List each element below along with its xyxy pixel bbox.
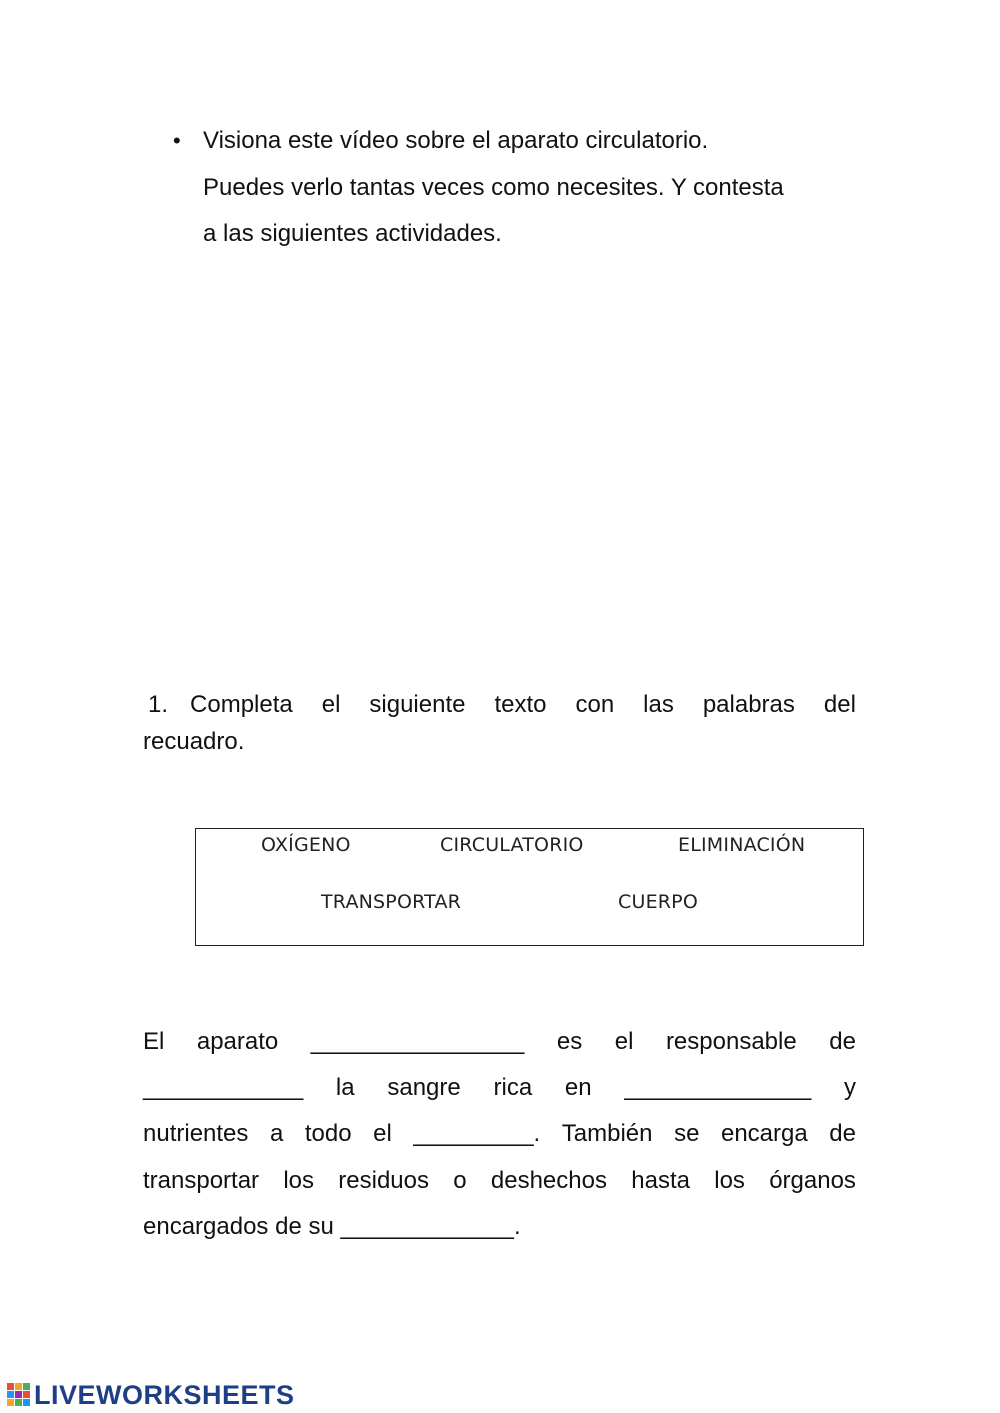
fill-in-paragraph bbox=[143, 1019, 856, 1250]
paragraph-word: se bbox=[674, 1120, 700, 1148]
paragraph-word: la bbox=[335, 1074, 355, 1102]
paragraph-word: También bbox=[561, 1120, 653, 1148]
paragraph-word: todo bbox=[304, 1120, 352, 1148]
question-word: siguiente bbox=[369, 691, 466, 718]
question-word: el bbox=[321, 691, 341, 718]
word-box bbox=[195, 828, 864, 946]
paragraph-word: rica bbox=[493, 1074, 533, 1102]
question-1-line-1 bbox=[143, 686, 856, 723]
paragraph-line-2 bbox=[143, 1065, 856, 1111]
word-box-item: TRANSPORTAR bbox=[321, 891, 462, 913]
paragraph-line-4 bbox=[143, 1158, 856, 1204]
blank-field[interactable]: ________________ bbox=[310, 1028, 525, 1055]
paragraph-word: sangre bbox=[387, 1074, 461, 1102]
paragraph-word: a bbox=[269, 1120, 284, 1148]
paragraph-word: responsable bbox=[665, 1028, 797, 1055]
question-word: texto bbox=[494, 691, 547, 718]
paragraph-word: o bbox=[453, 1166, 467, 1194]
paragraph-word: de bbox=[829, 1028, 856, 1055]
paragraph-word: los bbox=[283, 1166, 315, 1194]
paragraph-word: los bbox=[714, 1166, 745, 1194]
footer-brand bbox=[6, 1379, 295, 1411]
word-box-item: ELIMINACIÓN bbox=[678, 834, 806, 856]
paragraph-line-1 bbox=[143, 1019, 856, 1065]
liveworksheets-logo-icon bbox=[6, 1382, 32, 1408]
paragraph-word: deshechos bbox=[490, 1166, 607, 1194]
blank-field[interactable]: _________. bbox=[413, 1120, 541, 1148]
question-word: palabras bbox=[702, 691, 795, 718]
question-word: las bbox=[643, 691, 674, 718]
blank-field[interactable]: ____________ bbox=[143, 1074, 304, 1102]
paragraph-word: hasta bbox=[631, 1166, 690, 1194]
intro-line-2: Puedes verlo tantas veces como necesites. Y contesta bbox=[203, 173, 784, 201]
paragraph-word: nutrientes bbox=[143, 1120, 249, 1148]
intro-instructions bbox=[173, 118, 883, 258]
blank-field[interactable]: ______________ bbox=[624, 1074, 812, 1102]
paragraph-word: en bbox=[564, 1074, 592, 1102]
paragraph-word: transportar bbox=[143, 1166, 260, 1194]
paragraph-word: el bbox=[614, 1028, 634, 1055]
intro-line-1: Visiona este vídeo sobre el aparato circulatorio. bbox=[203, 127, 709, 154]
paragraph-word: aparato bbox=[196, 1028, 279, 1055]
paragraph-line-3 bbox=[143, 1111, 856, 1157]
question-word: del bbox=[823, 691, 856, 718]
word-box-item: OXÍGENO bbox=[261, 834, 351, 856]
word-box-item: CUERPO bbox=[618, 891, 698, 913]
brand-name: LIVEWORKSHEETS bbox=[34, 1379, 295, 1410]
question-word: Completa bbox=[190, 691, 293, 718]
paragraph-word: El bbox=[143, 1028, 165, 1055]
question-1 bbox=[143, 686, 856, 760]
word-box-item: CIRCULATORIO bbox=[440, 834, 584, 856]
question-word: con bbox=[575, 691, 615, 718]
question-number: 1. bbox=[148, 691, 169, 718]
question-1-line-2: recuadro. bbox=[143, 728, 245, 755]
paragraph-word: órganos bbox=[769, 1166, 856, 1194]
paragraph-word: el bbox=[373, 1120, 392, 1148]
bullet-icon: • bbox=[173, 128, 181, 153]
intro-line-3: a las siguientes actividades. bbox=[203, 220, 502, 247]
paragraph-word: de bbox=[829, 1120, 856, 1148]
paragraph-word: residuos bbox=[338, 1166, 429, 1194]
paragraph-word: y bbox=[844, 1074, 856, 1102]
paragraph-line-5: encargados de su _____________. bbox=[143, 1212, 521, 1240]
paragraph-word: encarga bbox=[720, 1120, 808, 1148]
paragraph-word: es bbox=[556, 1028, 583, 1055]
